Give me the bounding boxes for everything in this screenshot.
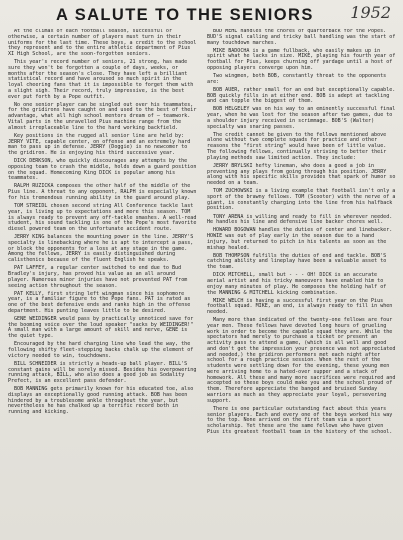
article-paragraph: RALPH RUZICKA composes the other half of the middle of the Pius line. A threat to any opponent, RALPH is especially known for his tremendous running ability in the guard around play. xyxy=(8,183,197,201)
article-paragraph: Two wingmen, both BOB, constantly threat to the opponents are: xyxy=(207,72,387,85)
right-column xyxy=(207,29,397,537)
article-paragraph: At the climax of each football season, successful or otherwise, a certain number of players must turn in their uniforms for the last time. These boys, a credit to the school they represent and to the entire athletic department of Pius XI High School, are the soon-forgotten seniors. xyxy=(8,29,197,57)
article-paragraph: DICK MITCHELL, small but - - - OH! DICK is an accurate aerial artist and his tricky maneuvers have enabled him to enjoy many minutes of play. He composes the holding half of the MANNING & MITCHELL kicking combination. xyxy=(207,272,387,296)
article-paragraph: Encouraged by the hard charging line who lead the way, the following shifty fleet-stepping backs chalk up the element of victory needed to win, touchdowns. xyxy=(8,341,194,359)
article-body xyxy=(8,29,397,537)
article-paragraph: Many more than indicated of the twenty-one fellows are four year men. These fellows have devoted long hours of grueling work in order to become the capable squad they are. While the spectators had merely to purchase a ticket or present an activity pass to attend a game, (which is all well and good and don't get the impression your presence was not appreciated and needed,) the gridiron performers met each night after school for a rough practice session. When the rest of the students were settling down for the evening, these young men were arriving home to a hated-over supper and a stack of homework. All these and many more sacrifices were required and accepted so these boys could make you and the school proud of them. Therefore appreciate the banged and bruised Sunday warriors as much as they appreciate your loyal, persevering support. xyxy=(207,317,396,404)
article-paragraph: Key positions in the rugged all senior line are held by: JERRY VITE, capable center, on offense and an extremely hard man to pass up in defense. JERRY (Doggie) is no newcomer to the gridiron. He is enjoying his third successive year. xyxy=(8,132,191,157)
article-paragraph: The credit cannot be given to the fellows mentioned above alone without two complete squads for practice and other reasons the "first string" would have been of little value. The following fellows, continually striving to better their playing methods saw limited action. They include: xyxy=(207,131,387,161)
article-paragraph: BOB AUER, rather small for an end but exceptionally capable. BOB quickly fills in at either end. BOB is adept at tackling and can topple the biggest of them. xyxy=(207,86,396,105)
left-column xyxy=(8,29,198,537)
article-paragraph: There is one particular outstanding fact about this years senior players. Each and every one of the boys worked his way to the top. None arrived on the first team via a sport scholarship. Yet these are the same fellows who have given Pius its greatest football team in the history of the school. xyxy=(207,405,393,435)
article-paragraph: BOB HELGELEY was on his way to an eminently successful final year, when he was lost for the season after two games, due to a shoulder injury received in scrimmage. BOB'S (Walter) specialty was snaring passes. xyxy=(207,106,396,130)
article-paragraph: TOM ZUCHOWSKI is a living example that football isn't only a sport of the brawny fellows. TOM (Scooter) with the nerve of a giant, is constantly charging into the line from his halfback position. xyxy=(207,188,396,212)
article-paragraph: No one senior player can be singled out over his teammates, for the gridirons have caught on and used to the best of their advantage, what all high school mentors dream of — teamwork. Vital parts in the unravelled Pius machine range from the almost irreplaceable line to the hard working backfield. xyxy=(8,101,197,131)
article-header xyxy=(8,4,397,26)
article-paragraph: This year's record number of seniors, 21 strong, has made sure they won't be forgotten a couple of days, weeks, or months after the season's close. They have left a brilliant statistical record and have aroused so much spirit in the loyal cheering fans that it is impossible to forget them with a slight sigh. Their record, truly impressive, is the best ever put forth by a Pope outfit. xyxy=(8,59,194,100)
article-paragraph: BOB THOMPSON fulfills the duties of end and tackle. BOB'S catching ability and lineplay have been a valuable asset to the team. xyxy=(207,252,387,271)
article-paragraph: TOM STREIDL chosen second string All Conference tackle last year, is living up to expectations and more this season. TOM is always ready to prevent any off-tackle smashes. A well-read student, his sound tackling is one of the Pope's most favorite diesel powered team on the unfortunate accident route. xyxy=(8,203,197,233)
article-paragraph: JERRY BRYLSKI hefty lineman, who does a good a job in preventing any plays from going through his position. JERRY along with his specific skills provides that spark of humor so needed on a team. xyxy=(207,162,396,187)
article-paragraph: BILL SCHNEIDER is strictly a heads-up ball player. BILL'S constant gains will be sorely missed. Besides his overpowering running attack, BILL, who also does a good job as Sodality Prefect, is an excellent pass defender. xyxy=(8,360,197,385)
article-paragraph: GENE WEIDINGER would pass by practically unnoticed save for the booming voice over the loud speaker "sacks by WEIDINGER!" A small man with a large amount of skill and nerve, GENE is the quiet type. xyxy=(8,315,194,340)
handwritten-year: 1952 xyxy=(350,3,391,22)
article-paragraph: MIKE WELCH is having a successful first year on the Pius football squad. MIKE, an end, is always ready to fill in when needed. xyxy=(207,297,393,316)
article-paragraph: MIKE BADOCHA is a game fullback, who easily makes up in spirit what he lacks in size. MIKE, playing his fourth year of football for Pius, keeps churning off yardage until a host of opposing players converge upon him. xyxy=(207,47,396,71)
article-paragraph: PAT LAFFEY, a regular center switched to end due to Bud Bradley's injury, has proved his value as an all around player. Numerous minor injuries have not prevented PAT from seeing action throughout the season. xyxy=(8,265,188,289)
article-paragraph: PAT KELLY, first string left wingman since his sophomore year, is a familiar figure to the Pope fans. PAT is rated as one of the best defensive ends and ranks high in the offense department. His punting leaves little to be desired. xyxy=(8,290,191,314)
article-paragraph: HOWARD BOGOWAN handles the duties of center and linebacker. HOWIE was out of play early in the season due to a hand injury, but returned to pitch in his talents as soon as the mishap healed. xyxy=(207,227,393,251)
article-title: A SALUTE TO THE SENIORS xyxy=(56,6,314,24)
article-paragraph: TONY ARENA is willing and ready to fill in wherever needed. He handles his line and defensive line backer chores well. xyxy=(207,213,393,226)
article-paragraph: DICK DERKSON, who quickly discourages any attempts by the opposing team to crash the middle, holds down a guard position on the squad. Homecoming King DICK is popular among his teammates. xyxy=(8,158,197,182)
article-paragraph: BOB MANNING gets primarily known for his educated toe, also displays an exceptionally good running attack. BOB has been hindered by a troublesome ankle throughout the year, but nevertheless he has chalked up a terrific record both in running and kicking. xyxy=(8,386,194,416)
article-paragraph: BUD MEHL handles the chores of quarterback for the Popes. BUD'S signal calling and tricky ball handling was the start of many touchdown marches. xyxy=(207,29,396,46)
article-paragraph: JERRY KING balances the mounting power in the line. JERRY'S specialty is linebacking where he is apt to intercept a pass, or block the opponents for a loss at any stage in the game. Among the fellows, JERRY is easily distinguished during calisthenics because of the fluent English he speaks. xyxy=(8,234,194,264)
